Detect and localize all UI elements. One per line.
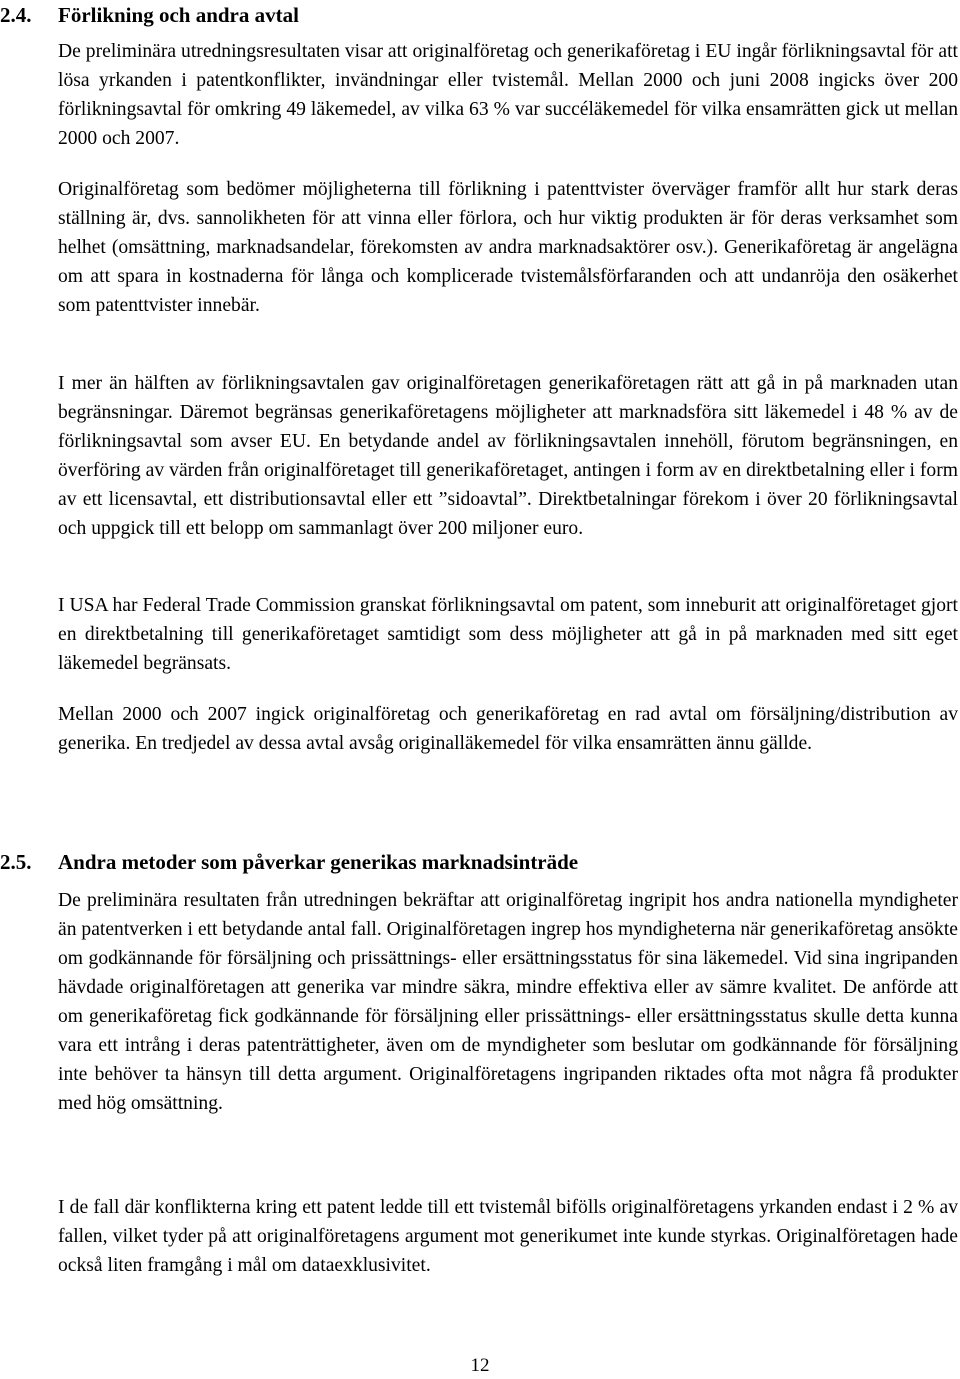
section-number: 2.5. xyxy=(0,850,32,874)
paragraph: Originalföretag som bedömer möjligheterna till förlikning i patenttvister överväger framför allt hur stark deras ställning är, dvs. sannolikheten för att vinna eller förlora, och hur viktig produkten är för deras verksamhet som helhet (omsättning, marknadsandelar, förekomsten av andra marknadsaktörer osv.). Generikaföretag är angelägna om att spara in kostnaderna för långa och komplicerade tvistemålsförfaranden och att undanröja den osäkerhet som patenttvister innebär. xyxy=(58,179,958,316)
paragraph: Mellan 2000 och 2007 ingick originalföretag och generikaföretag en rad avtal om försäljning/distribution av generika. En tredjedel av dessa avtal avsåg originalläkemedel för vilka ensamrätten ännu gällde. xyxy=(58,704,958,754)
paragraph: I de fall där konflikterna kring ett patent ledde till ett tvistemål bifölls originalföretagens yrkanden endast i 2 % av fallen, vilket tyder på att originalföretagens argument mot generikumet inte kunde styrkas. Originalföretagen hade också liten framgång i mål om dataexklusivitet. xyxy=(58,1197,958,1276)
section-heading-2-4 xyxy=(0,2,299,28)
paragraph: De preliminära utredningsresultaten visar att originalföretag och generikaföretag i EU ingår förlikningsavtal för att lösa yrkanden i patentkonflikter, invändningar eller tvistemål. Mellan 2000 och juni 2008 ingicks över 200 förlikningsavtal för omkring 49 läkemedel, av vilka 63 % var succéläkemedel för vilka ensamrätten gick ut mellan 2000 och 2007. xyxy=(58,41,958,149)
paragraph: I mer än hälften av förlikningsavtalen gav originalföretagen generikaföretagen rätt att gå in på marknaden utan begränsningar. Däremot begränsas generikaföretagens möjligheter att marknadsföra sitt läkemedel i 48 % av de förlikningsavtal som avser EU. En betydande andel av förlikningsavtalen innehöll, förutom begränsningen, en överföring av värden från originalföretaget till generikaföretaget, antingen i form av en direktbetalning eller i form av ett licensavtal, ett distributionsavtal eller ett ”sidoavtal”. Direktbetalningar förekom i över 20 förlikningsavtal och uppgick till ett belopp om sammanlagt över 200 miljoner euro. xyxy=(58,373,958,539)
page-number: 12 xyxy=(470,1355,490,1376)
paragraph: De preliminära resultaten från utredningen bekräftar att originalföretag ingripit hos andra nationella myndigheter än patentverken i ett betydande antal fall. Originalföretagen ingrep hos myndigheterna när generikaföretag ansökte om godkännande för försäljning och prissättnings- eller ersättningsstatus för sina läkemedel. Vid sina ingripanden hävdade originalföretagen att generika var mindre säkra, mindre effektiva eller av sämre kvalitet. De anförde att om generikaföretag fick godkännande för försäljning eller prissättnings- eller ersättningsstatus skulle detta kunna vara ett intrång i deras patenträttigheter, även om de myndigheter som beslutar om godkännande för försäljning inte behöver ta hänsyn till detta argument. Originalföretagens ingripanden riktades ofta mot några få produkter med hög omsättning. xyxy=(58,890,958,1114)
section-title: Andra metoder som påverkar generikas marknadsinträde xyxy=(58,850,579,874)
paragraph: I USA har Federal Trade Commission granskat förlikningsavtal om patent, som inneburit att originalföretaget gjort en direktbetalning till generikaföretaget samtidigt som dess möjligheter att gå in på marknaden med sitt eget läkemedel begränsats. xyxy=(58,595,958,674)
section-number: 2.4. xyxy=(0,3,32,27)
section-title: Förlikning och andra avtal xyxy=(58,3,299,27)
section-heading-2-5 xyxy=(0,849,579,875)
